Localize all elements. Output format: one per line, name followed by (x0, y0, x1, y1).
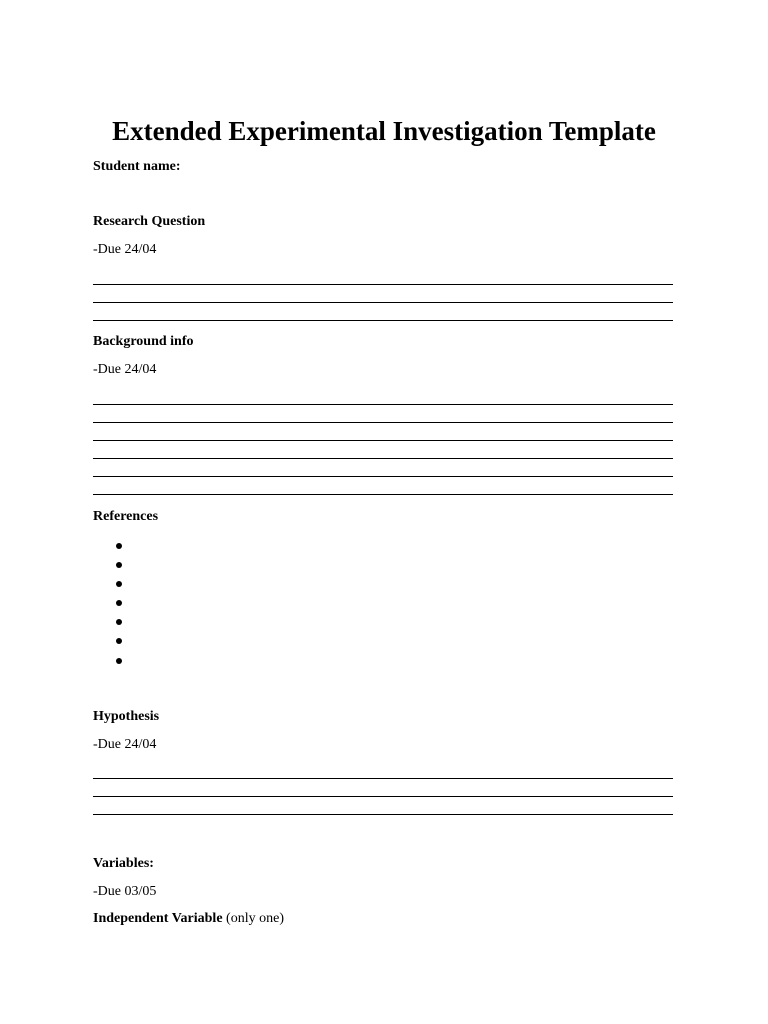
variables-due: -Due 03/05 (93, 884, 157, 899)
student-name-label: Student name: (93, 159, 181, 174)
hypothesis-line (93, 814, 673, 815)
references-bullet (116, 600, 122, 606)
background-info-line (93, 476, 673, 477)
independent-variable-label: Independent Variable (93, 911, 223, 926)
hypothesis-line (93, 778, 673, 779)
research-question-due: -Due 24/04 (93, 242, 157, 257)
research-question-line (93, 284, 673, 285)
background-info-line (93, 404, 673, 405)
hypothesis-due: -Due 24/04 (93, 737, 157, 752)
references-bullet (116, 619, 122, 625)
page-title: Extended Experimental Investigation Template (112, 116, 656, 146)
variables-heading: Variables: (93, 856, 154, 871)
references-bullet (116, 638, 122, 644)
research-question-line (93, 302, 673, 303)
background-info-due: -Due 24/04 (93, 362, 157, 377)
research-question-line (93, 320, 673, 321)
references-bullet (116, 658, 122, 664)
references-heading: References (93, 509, 159, 524)
background-info-line (93, 458, 673, 459)
references-bullet (116, 562, 122, 568)
references-bullet (116, 581, 122, 587)
independent-variable-note: (only one) (226, 911, 284, 926)
research-question-heading: Research Question (93, 214, 206, 229)
background-info-line (93, 494, 673, 495)
background-info-heading: Background info (93, 334, 194, 349)
background-info-line (93, 422, 673, 423)
background-info-line (93, 440, 673, 441)
independent-variable-line (93, 910, 284, 928)
hypothesis-heading: Hypothesis (93, 709, 160, 724)
references-bullet (116, 543, 122, 549)
hypothesis-line (93, 796, 673, 797)
